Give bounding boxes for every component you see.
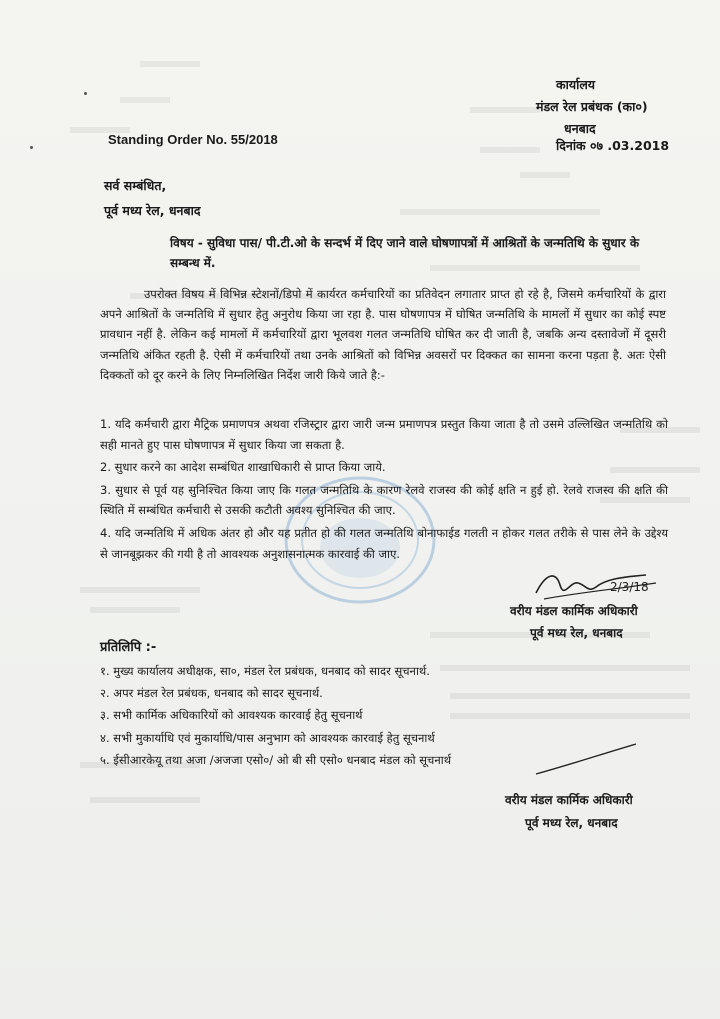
standing-order-number: Standing Order No. 55/2018: [108, 132, 278, 147]
instruction-point: 3. सुधार से पूर्व यह सुनिश्चित किया जाए कि गलत जन्मतिथि के कारण रेलवे राजस्व की कोई क्षति न हुई हो. रेलवे राजस्व की क्षति की स्थिति में सम्बंधित कर्मचारी से उसकी कटौती अवश्य सुनिश्चित की जाए.: [100, 482, 668, 518]
addressee: [104, 173, 201, 223]
subject-line: विषय - सुविधा पास/ पी.टी.ओ के सन्दर्भ में दिए जाने वाले घोषणापत्रों में आश्रितों के जन्मतिथि के सुधार के सम्बन्ध में.: [170, 236, 640, 270]
office-line-3: धनबाद: [564, 121, 596, 136]
copy-to-item: २. अपर मंडल रेल प्रबंधक, धनबाद को सादर सूचनार्थ.: [100, 686, 323, 701]
copy-to-heading: प्रतिलिपि :-: [100, 640, 157, 655]
signatory-2-title: वरीय मंडल कार्मिक अधिकारी: [505, 793, 633, 807]
handwritten-signature-stroke: [532, 740, 642, 780]
copy-to-item: ४. सभी मुकार्याधि एवं मुकार्याधि/पास अनुभाग को आवश्यक कारवाई हेतु सूचनार्थ: [100, 730, 435, 745]
signatory-block-1: [510, 600, 638, 644]
body-paragraph: [100, 284, 666, 385]
signatory-2-org: पूर्व मध्य रेल, धनबाद: [525, 816, 618, 830]
signatory-block-2: [505, 789, 633, 835]
instruction-point: 4. यदि जन्मतिथि में अधिक अंतर हो और यह प्रतीत हो की गलत जन्मतिथि बोनाफाईड गलती न होकर गलत तरीके से पास लेने के उद्देश्य से जानबूझकर की गयी है तो आवश्यक अनुशासनात्मक कारवाई की जाए.: [100, 525, 668, 561]
instruction-list: [100, 414, 668, 566]
office-line-2: मंडल रेल प्रबंधक (का०): [536, 99, 648, 114]
addressee-line-1: सर्व सम्बंधित,: [104, 178, 167, 193]
punch-mark: [30, 146, 33, 149]
copy-to-item: ३. सभी कार्मिक अधिकारियों को आवश्यक कारवाई हेतु सूचनार्थ: [100, 708, 363, 723]
instruction-point: 2. सुधार करने का आदेश सम्बंधित शाखाधिकारी से प्राप्त किया जाये.: [100, 460, 386, 475]
office-line-1: कार्यालय: [556, 77, 596, 92]
copy-to-item: १. मुख्य कार्यालय अधीक्षक, सा०, मंडल रेल प्रबंधक, धनबाद को सादर सूचनार्थ.: [100, 664, 430, 678]
punch-mark: [84, 92, 87, 95]
office-header: [536, 74, 686, 140]
signatory-1-org: पूर्व मध्य रेल, धनबाद: [530, 626, 623, 640]
signatory-1-title: वरीय मंडल कार्मिक अधिकारी: [510, 604, 638, 618]
body-paragraph-text: उपरोक्त विषय में विभिन्न स्टेशनों/डिपो में कार्यरत कर्मचारियों का प्रतिवेदन लगातार प्राप्त हो रहे है, जिसमे कर्मचारियों के द्वारा अपने आश्रितों के जन्मतिथि में सुधार हेतु अनुरोध किया जा रहा है. पास घोषणापत्र में घोषित जन्मतिथि के मामलों में सुधार का कोई स्पष्ट प्रावधान नहीं है. लेकिन कई मामलों में कर्मचारियों द्वारा भूलवश गलत जन्मतिथि घोषित कर दी जाती है, जबकि अन्य दस्तावेजों में दूसरी जन्मतिथि अंकित रहती है. ऐसी में कर्मचारियों तथा उनके आश्रितों को विभिन्न अवसरों पर दिक्कत का सामना करना पड़ता है. अतः ऐसी दिक्कतों को दूर करने के लिए निम्नलिखित निर्देश जारी किये जाते है:-: [100, 287, 666, 382]
order-date: दिनांक ०७ .03.2018: [556, 138, 670, 153]
signature-date: 2/3/18: [610, 580, 649, 594]
addressee-line-2: पूर्व मध्य रेल, धनबाद: [104, 203, 201, 218]
copy-to-item: ५. ईसीआरकेयू तथा अजा /अजजा एसो०/ ओ बी सी एसो० धनबाद मंडल को सूचनार्थ: [100, 752, 452, 767]
copy-to-list: [100, 660, 451, 771]
instruction-point: 1. यदि कर्मचारी द्वारा मैट्रिक प्रमाणपत्र अथवा रजिस्ट्रार द्वारा जारी जन्म प्रमाणपत्र प्रस्तुत किया जाता है तो उसमे उल्लिखित जन्मतिथि को सही मानते हुए पास घोषणापत्र में सुधार किया जा सकता है.: [100, 417, 668, 452]
